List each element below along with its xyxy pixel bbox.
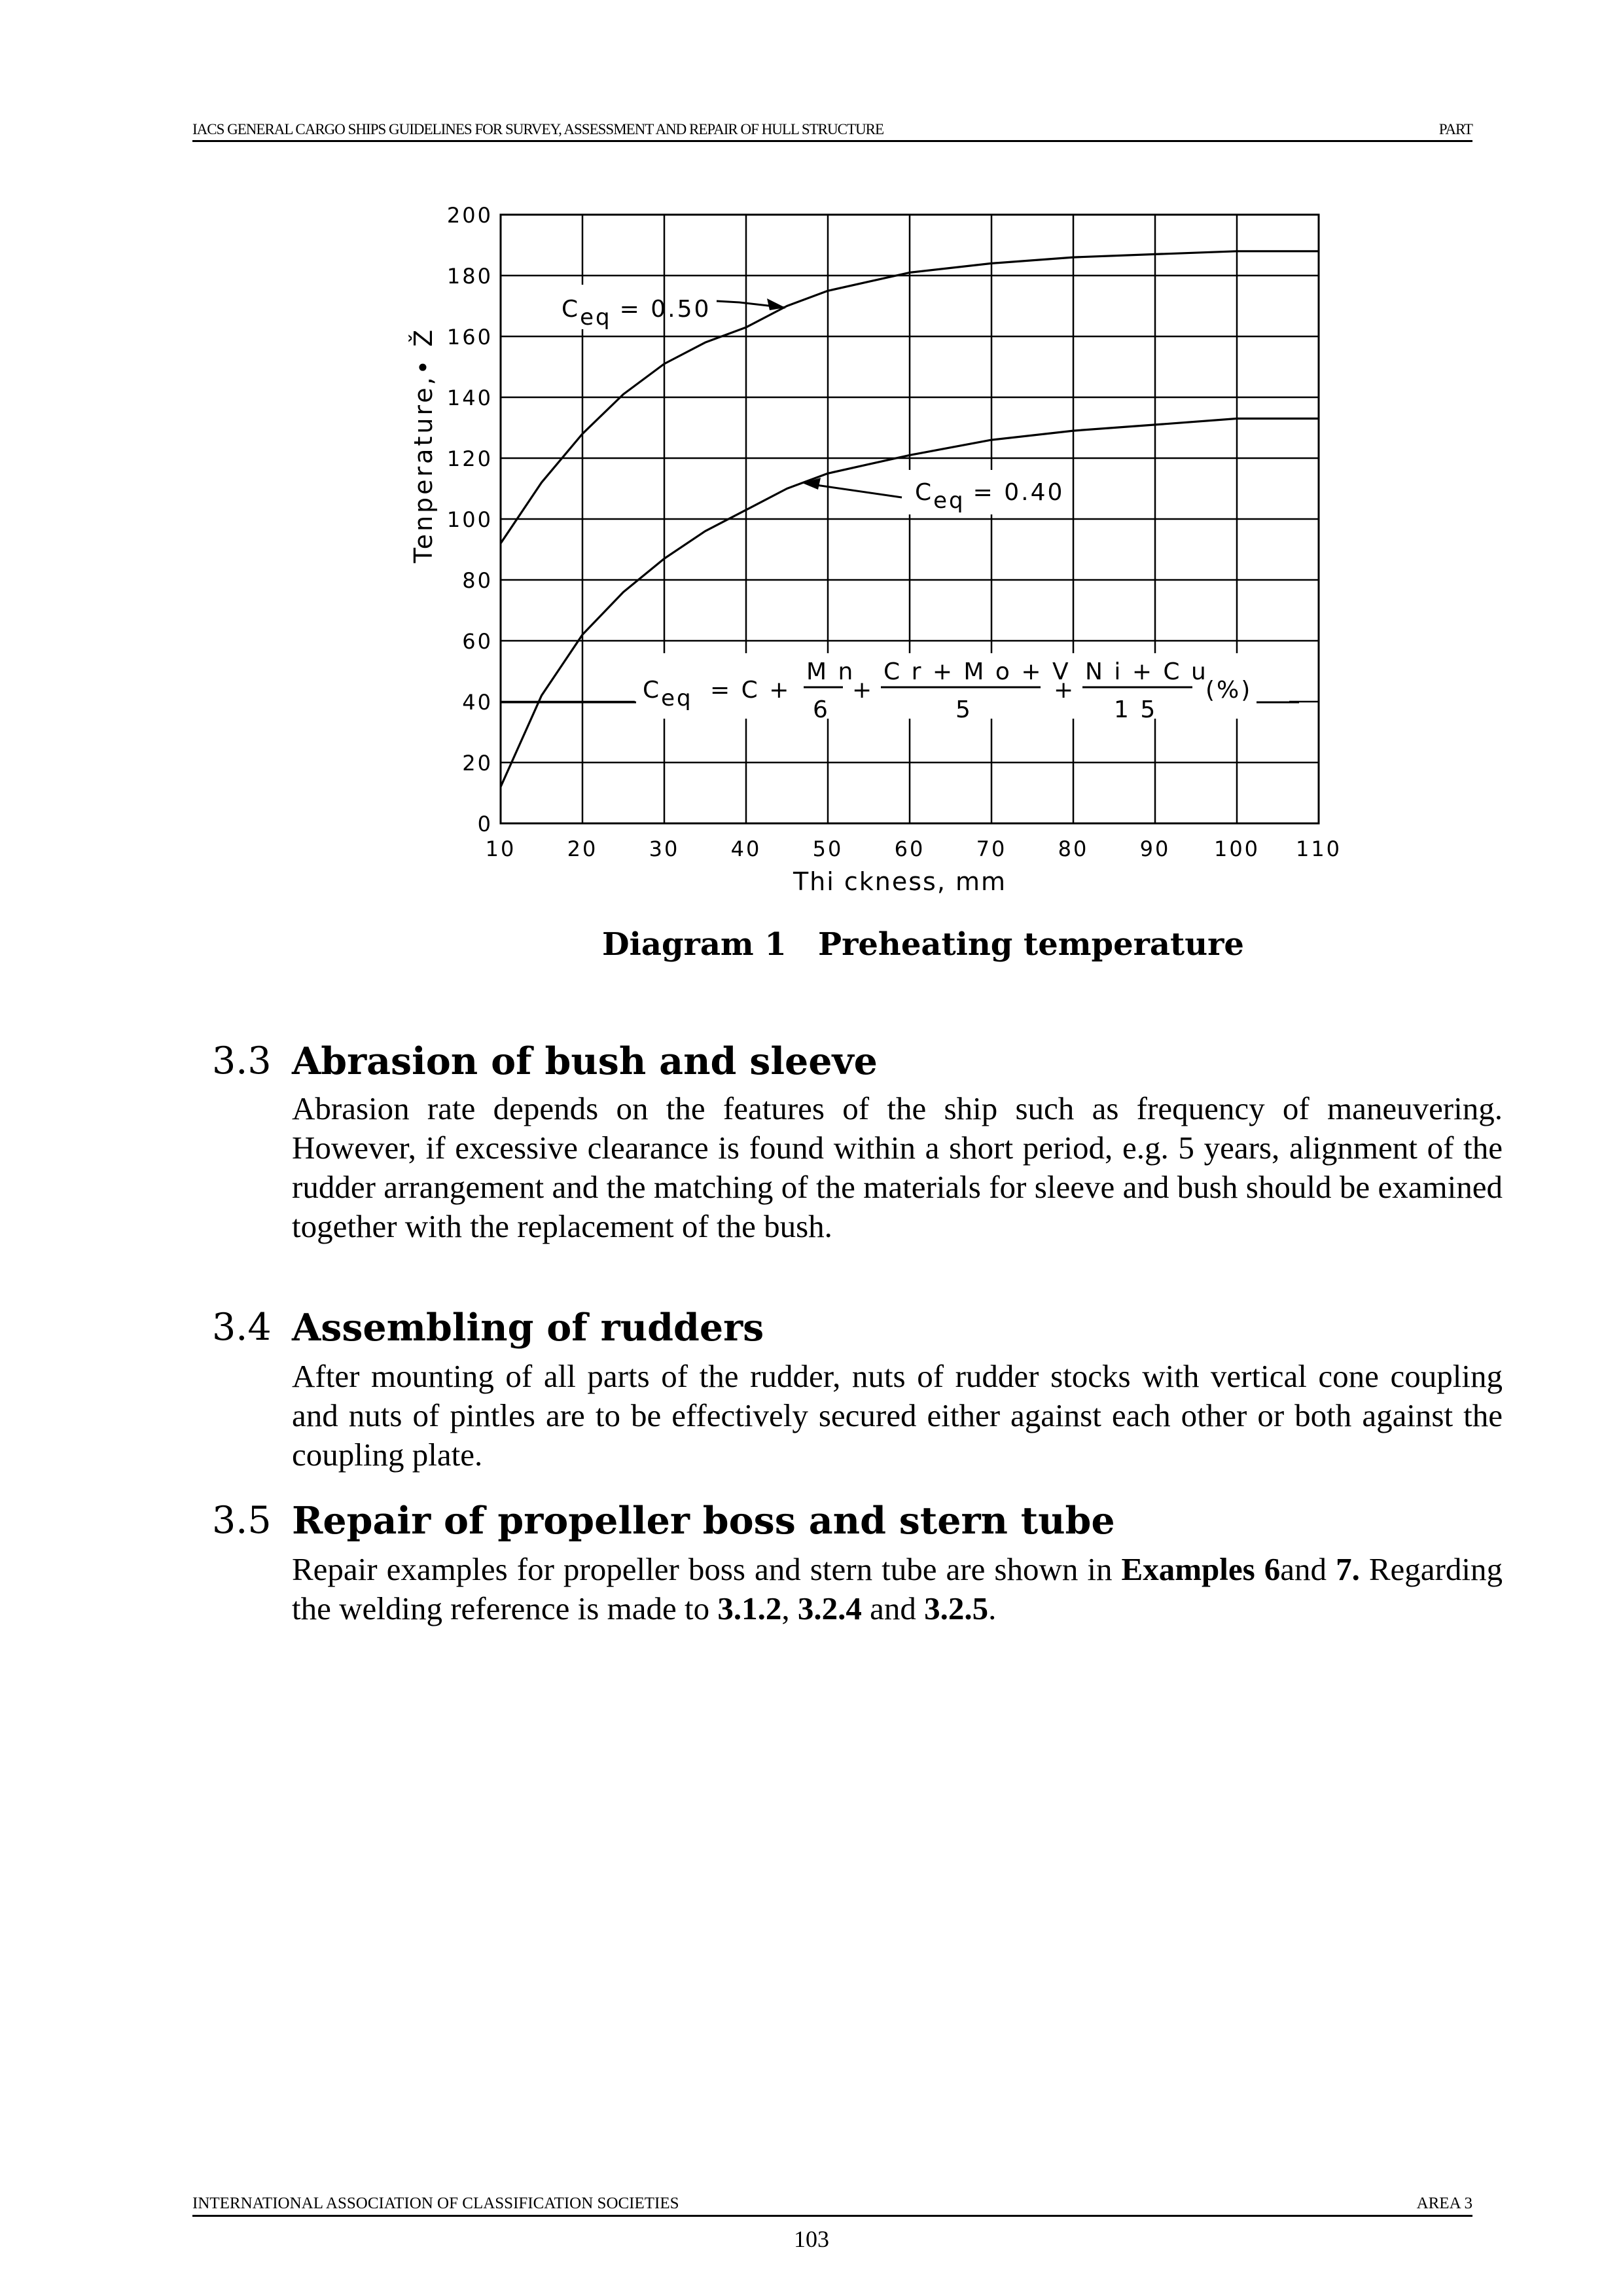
- x-tick-label: 50: [812, 836, 844, 861]
- x-tick-label: 70: [976, 836, 1007, 861]
- footer-organization: INTERNATIONAL ASSOCIATION OF CLASSIFICATION SOCIETIES: [192, 2195, 679, 2212]
- ceq050-label: Ceq = 0.50: [562, 296, 711, 331]
- s35-part-2: Regarding the welding reference is made to: [292, 1551, 1503, 1626]
- section-3-5-text: [292, 1550, 1503, 1628]
- svg-text:= C +: = C +: [710, 677, 791, 704]
- x-tick-label: 90: [1139, 836, 1171, 861]
- svg-text:+: +: [1054, 677, 1076, 704]
- section-3-3-number: 3.3: [212, 1039, 272, 1083]
- s35-part-and2: and: [861, 1590, 925, 1626]
- section-3-4-text: After mounting of all parts of the rudder, nuts of rudder stocks with vertical cone coupling and nuts of pintles are to be effectively secured either against each other or both against the coupling plate.: [292, 1358, 1503, 1473]
- s35-ref-324: 3.2.4: [797, 1590, 862, 1626]
- x-tick-label: 80: [1058, 836, 1089, 861]
- section-3-4-number: 3.4: [212, 1306, 272, 1349]
- x-tick-label: 20: [567, 836, 598, 861]
- ceq040-arrow: [812, 484, 902, 497]
- section-3-3-title: Abrasion of bush and sleeve: [292, 1039, 878, 1083]
- y-tick-label: 20: [462, 751, 493, 776]
- caption-title: Preheating temperature: [818, 926, 1244, 963]
- section-3-4-title: Assembling of rudders: [292, 1306, 764, 1350]
- running-header: [192, 117, 1472, 142]
- x-axis-title: Thi ckness, mm: [793, 867, 1007, 896]
- x-tick-label: 40: [730, 836, 762, 861]
- y-tick-label: 120: [446, 446, 493, 471]
- svg-text:+: +: [852, 677, 874, 704]
- svg-text:(%): (%): [1205, 677, 1253, 704]
- y-tick-label: 100: [446, 507, 493, 532]
- s35-ref-examples: Examples 6: [1121, 1551, 1281, 1587]
- y-tick-label: 80: [462, 568, 493, 593]
- s35-ref-7: 7.: [1336, 1551, 1360, 1587]
- svg-text:5: 5: [955, 696, 972, 723]
- s35-part-1: Repair examples for propeller boss and stern tube are shown in: [292, 1551, 1122, 1587]
- x-tick-label: 10: [485, 836, 516, 861]
- svg-text:6: 6: [813, 696, 830, 723]
- s35-ref-312: 3.1.2: [717, 1590, 782, 1626]
- x-tick-label: 110: [1295, 836, 1342, 861]
- page-number: 103: [794, 2226, 829, 2252]
- s35-part-and: and: [1280, 1551, 1336, 1587]
- y-tick-label: 160: [446, 325, 493, 350]
- section-3-3-text: Abrasion rate depends on the features of the ship such as frequency of maneuvering. However, if excessive clearance is found within a short period, e.g. 5 years, alignment of the rudder arrangement and the matching of the materials for sleeve and bush should be examined together with the replacement of the bush.: [292, 1090, 1503, 1244]
- s35-ref-325: 3.2.5: [924, 1590, 989, 1626]
- y-axis-title: Tenperature,• Ž: [409, 327, 438, 564]
- svg-text:C r + M o + V: C r + M o + V: [883, 658, 1071, 685]
- footer-area: AREA 3: [1416, 2195, 1472, 2212]
- y-tick-label: 180: [446, 264, 493, 289]
- y-tick-label: 60: [462, 629, 493, 654]
- svg-text:M n: M n: [806, 658, 855, 685]
- svg-text:N i + C u: N i + C u: [1085, 658, 1208, 685]
- page-footer: [192, 2193, 1472, 2217]
- svg-text:Ceq: Ceq: [643, 677, 693, 711]
- caption-number: Diagram 1: [602, 926, 787, 963]
- y-tick-label: 200: [446, 203, 493, 228]
- preheating-chart: [366, 190, 1361, 910]
- header-part: PART: [1438, 121, 1472, 137]
- x-tick-label: 30: [649, 836, 680, 861]
- x-tick-label: 60: [894, 836, 925, 861]
- y-tick-label: 0: [477, 812, 493, 836]
- svg-text:1 5: 1 5: [1114, 696, 1158, 723]
- s35-part-end: .: [988, 1590, 997, 1626]
- ceq040-label: Ceq = 0.40: [915, 479, 1065, 514]
- y-tick-label: 40: [462, 690, 493, 715]
- s35-part-comma: ,: [781, 1590, 798, 1626]
- header-title: IACS GENERAL CARGO SHIPS GUIDELINES FOR SURVEY, ASSESSMENT AND REPAIR OF HULL STRUCTURE: [192, 121, 884, 137]
- section-3-5-number: 3.5: [212, 1499, 272, 1542]
- y-tick-label: 140: [446, 386, 493, 410]
- section-3-5-title: Repair of propeller boss and stern tube: [292, 1499, 1115, 1543]
- x-tick-label: 100: [1213, 836, 1260, 861]
